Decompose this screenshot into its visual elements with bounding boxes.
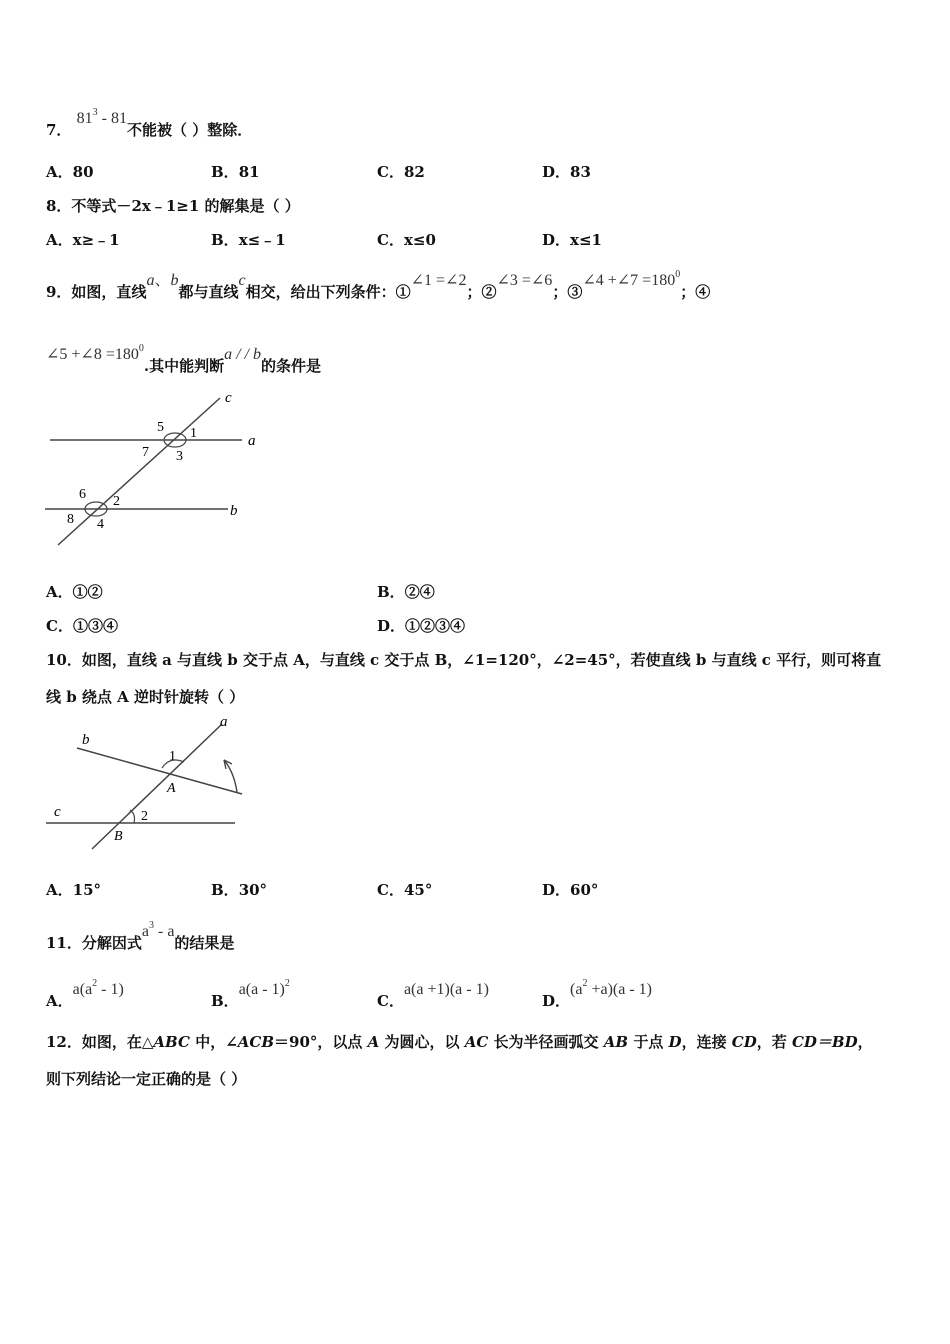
option-c[interactable]: C．①③④ xyxy=(46,617,118,635)
figure-q9 xyxy=(40,388,270,558)
option-a[interactable]: A．x≥﹣1 xyxy=(46,231,120,249)
line-c xyxy=(58,398,220,545)
angle-label-4: 4 xyxy=(97,517,104,532)
option-a[interactable]: A．15° xyxy=(46,881,102,899)
option-d[interactable]: D．①②③④ xyxy=(377,617,466,635)
question-12-line-2: 则下列结论一定正确的是（ ） xyxy=(46,1070,247,1088)
question-9-continued: ∠5 +∠8 $=180^0$.其中能判断a / / b的条件是 xyxy=(46,343,321,375)
angle-label-3: 3 xyxy=(176,449,183,464)
angle-label-7: 7 xyxy=(142,445,149,460)
angle-label-1: 1 xyxy=(190,426,197,441)
condition-2: ∠3 =∠6 xyxy=(496,272,553,289)
label-point-a: A xyxy=(167,781,176,796)
angle-label-8: 8 xyxy=(67,512,74,527)
question-7 xyxy=(46,107,253,141)
angle-label-5: 5 xyxy=(157,420,164,435)
option-c[interactable]: C．x≤0 xyxy=(377,231,436,249)
question-9: 9．如图，直线a、b都与直线c相交，给出下列条件：①∠1 =∠2；②∠3 =∠6；③∠4 +∠7 $=180^0$；④ xyxy=(46,269,711,301)
math-expression: $a^3$ - a xyxy=(141,920,175,940)
option-d[interactable]: D．x≤1 xyxy=(542,231,602,249)
question-number: 7． xyxy=(46,121,72,139)
question-11: 11．分解因式$a^3$ - a的结果是 xyxy=(46,920,235,952)
line-b xyxy=(77,748,242,794)
label-angle-2: 2 xyxy=(141,809,148,824)
option-b[interactable]: B．81 xyxy=(211,163,260,181)
angle-label-2: 2 xyxy=(113,494,120,509)
rotation-arrow xyxy=(224,760,237,792)
option-a[interactable]: A．80 xyxy=(46,163,94,181)
label-angle-1: 1 xyxy=(169,749,176,764)
condition-1: ∠1 =∠2 xyxy=(410,272,467,289)
label-line-b: b xyxy=(82,732,90,748)
question-12-line-1: 12．如图，在△ABC 中，∠ACB＝90°，以点 A 为圆心，以 AC 长为半径画弧交 AB 于点 D，连接 CD，若 CD＝BD， xyxy=(46,1033,873,1051)
option-d[interactable]: D．60° xyxy=(542,881,599,899)
question-10-line-1: 10．如图，直线 a 与直线 b 交于点 A，与直线 c 交于点 B，∠1=120°，∠2=45°，若使直线 b 与直线 c 平行，则可将直 xyxy=(46,651,882,669)
option-b[interactable]: B．a(a - 1)$^2$ xyxy=(211,978,290,1010)
option-b[interactable]: B．30° xyxy=(211,881,268,899)
label-line-a: a xyxy=(220,714,228,730)
label-point-b: B xyxy=(114,829,123,844)
condition-3: ∠4 +∠7 $=180^0$ xyxy=(582,269,681,289)
math-expression: $81^3 - 81$ xyxy=(76,107,127,127)
question-text: 不能被（ ）整除． xyxy=(127,121,253,139)
option-c[interactable]: C．82 xyxy=(377,163,425,181)
figure-q10 xyxy=(42,712,247,852)
condition-4: ∠5 +∠8 $=180^0$ xyxy=(46,343,144,363)
label-line-c: c xyxy=(225,390,232,406)
question-10-line-2: 线 b 绕点 A 逆时针旋转（ ） xyxy=(46,688,245,706)
option-a[interactable]: A．$a(a^2 - 1)$ xyxy=(46,978,124,1010)
label-line-b: b xyxy=(230,503,238,519)
angle-label-6: 6 xyxy=(79,487,86,502)
option-c[interactable]: C．45° xyxy=(377,881,433,899)
label-line-a: a xyxy=(248,433,256,449)
question-8: 8．不等式－2x﹣1≥1 的解集是（ ） xyxy=(46,197,300,215)
option-c[interactable]: C．a(a +1)(a - 1) xyxy=(377,981,489,1010)
label-line-c: c xyxy=(54,804,61,820)
option-b[interactable]: B．x≤﹣1 xyxy=(211,231,286,249)
option-a[interactable]: A．①② xyxy=(46,583,103,601)
option-b[interactable]: B．②④ xyxy=(377,583,435,601)
option-d[interactable]: D．83 xyxy=(542,163,591,181)
line-a xyxy=(92,724,222,849)
option-d[interactable]: D．$(a^2 +a)(a - 1)$ xyxy=(542,978,652,1010)
